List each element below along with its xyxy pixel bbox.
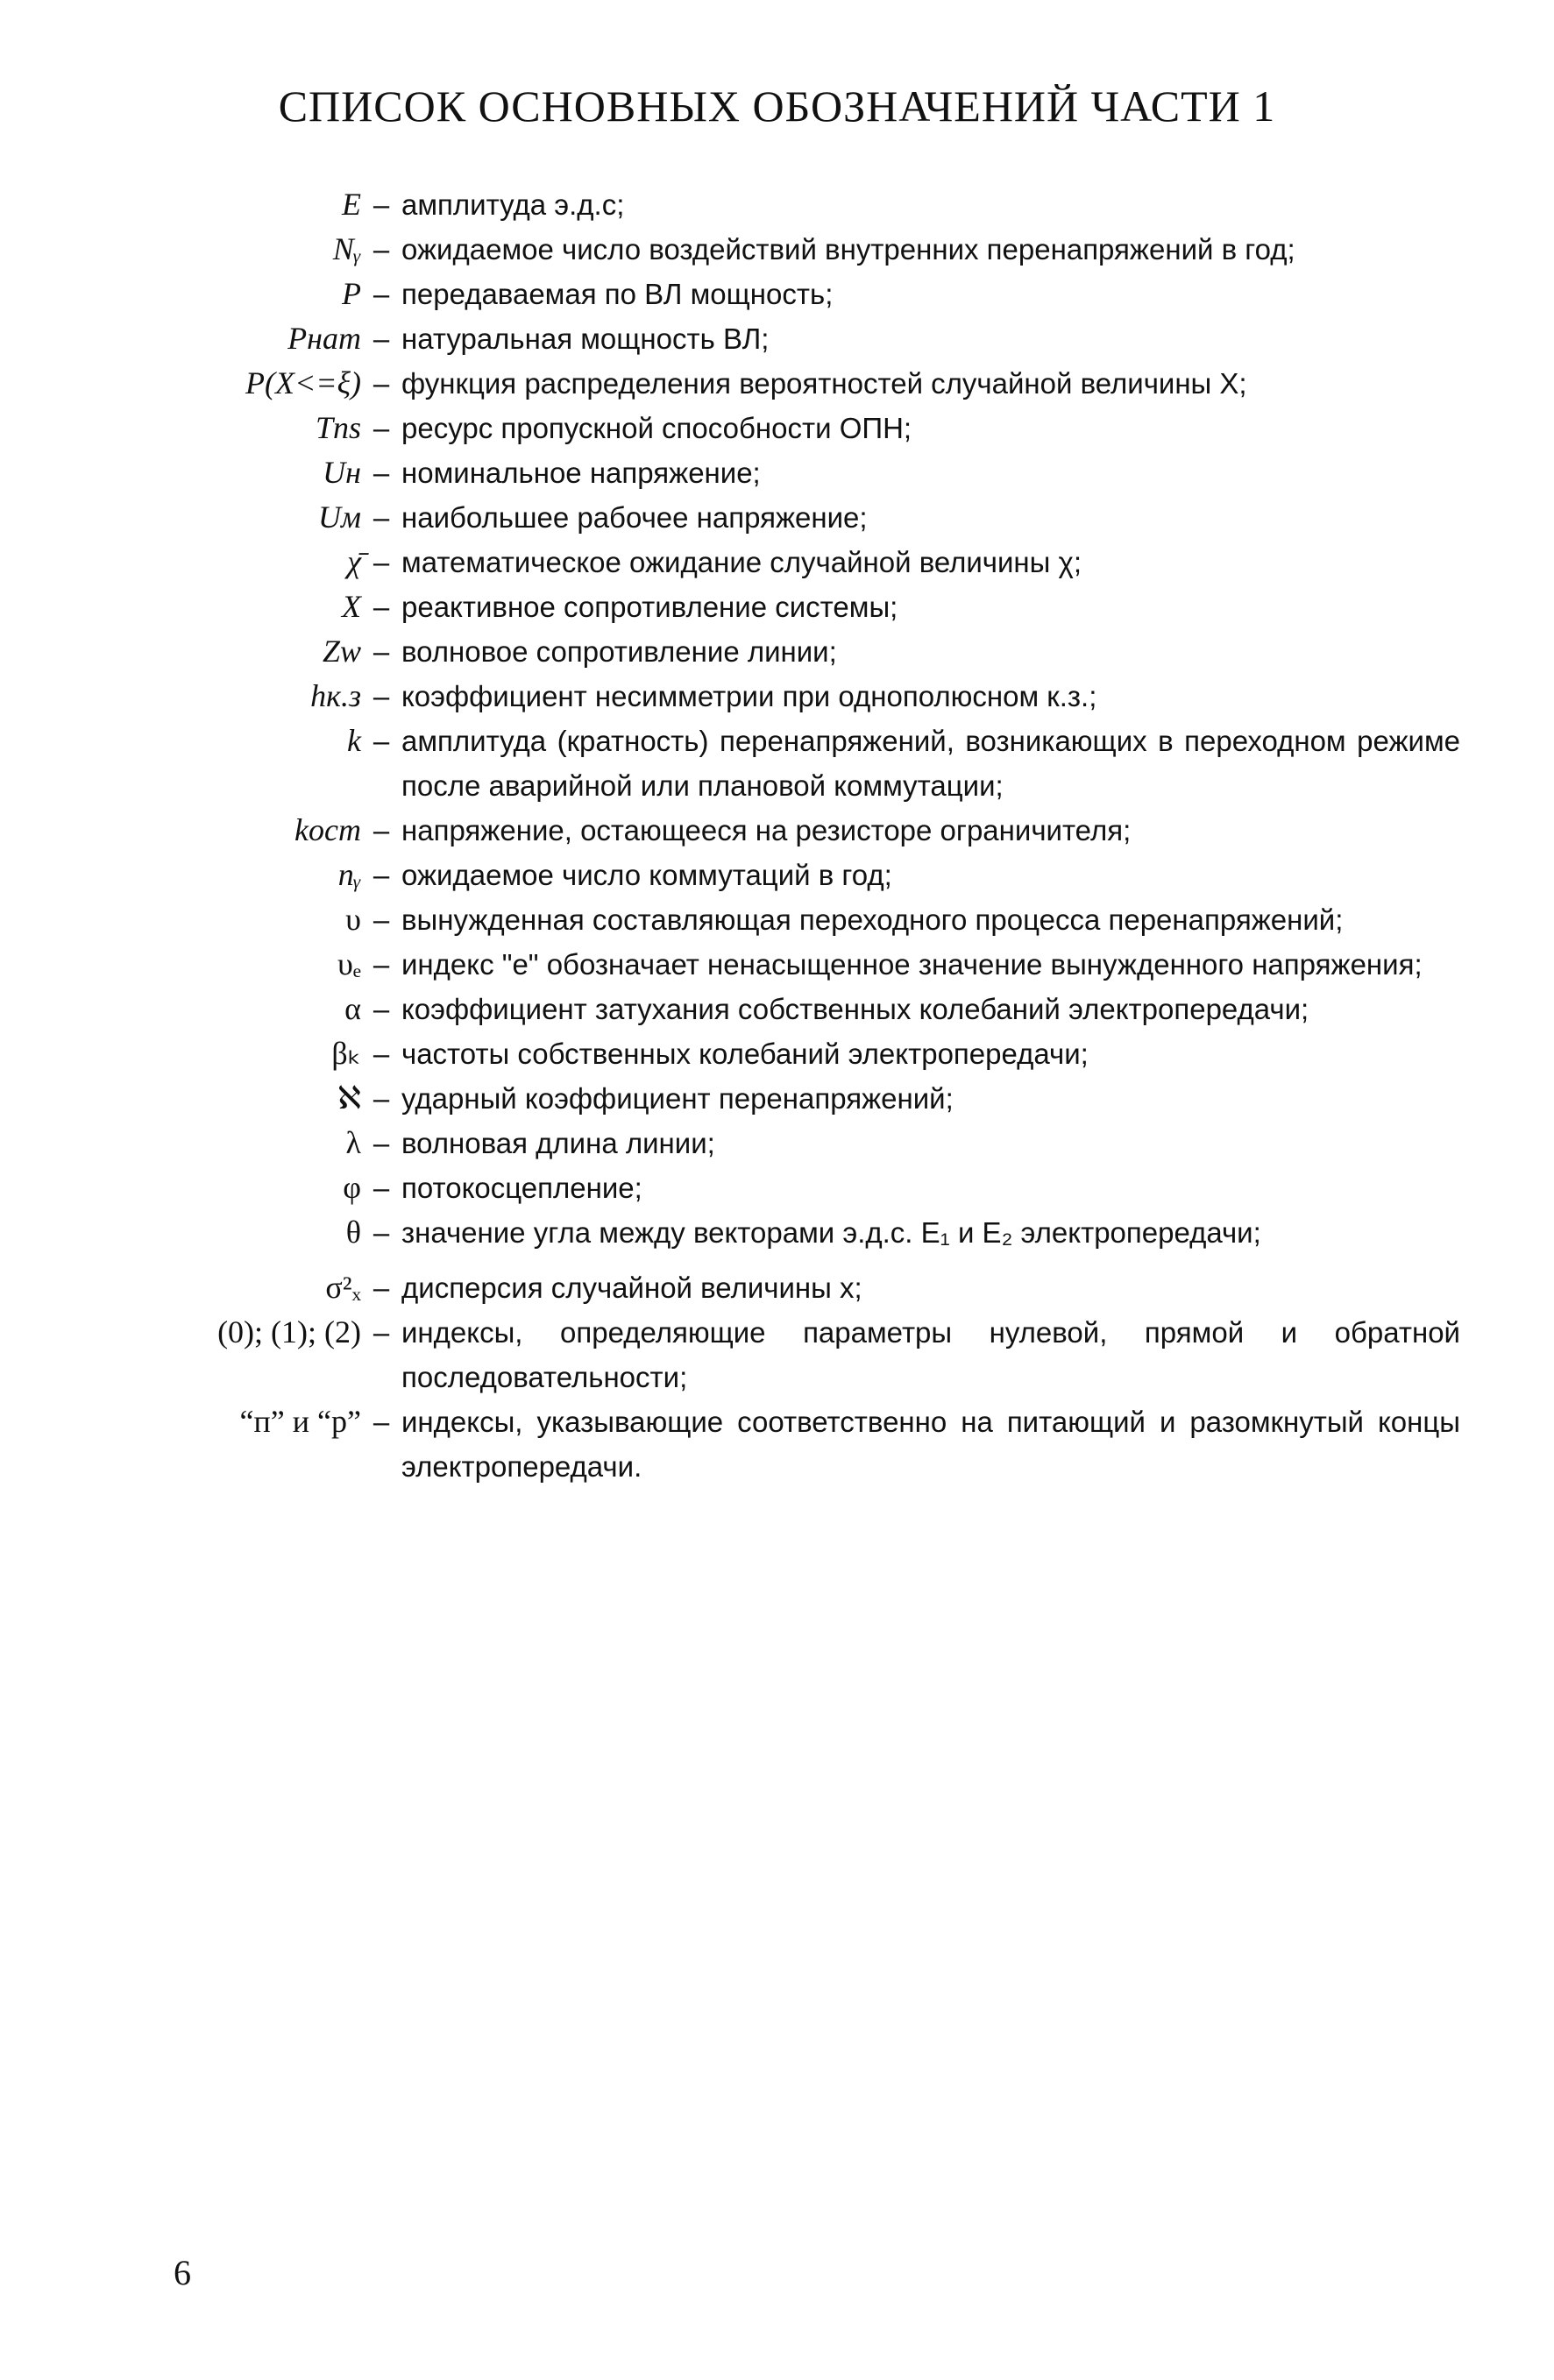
list-item: [0, 1399, 1554, 1489]
entry-description: значение угла между векторами э.д.с. E₁ и E₂ электропередачи;: [401, 1216, 1261, 1249]
entry-symbol: φ: [343, 1170, 361, 1205]
list-item: [0, 406, 1554, 450]
entry-dash: –: [373, 546, 390, 578]
entry-description: ударный коэффициент перенапряжений;: [401, 1082, 954, 1115]
entry-description: реактивное сопротивление системы;: [401, 591, 898, 623]
entry-dash: –: [373, 814, 390, 846]
entry-symbol: σ²ₓ: [325, 1270, 361, 1305]
entry-description: ресурс пропускной способности ОПН;: [401, 412, 912, 444]
entry-dash: –: [373, 1406, 390, 1438]
entry-description: функция распределения вероятностей случайной величины X;: [401, 367, 1247, 400]
list-item: [0, 540, 1554, 584]
entry-symbol: λ: [345, 1125, 361, 1160]
list-item: [0, 1210, 1554, 1255]
entry-dash: –: [373, 501, 390, 534]
entry-dash: –: [373, 1216, 390, 1249]
entry-symbol: υₑ: [337, 946, 361, 981]
entry-symbol: ℵ: [337, 1080, 361, 1116]
entry-description: волновая длина линии;: [401, 1127, 715, 1159]
entry-dash: –: [373, 1082, 390, 1115]
entry-description: натуральная мощность ВЛ;: [401, 322, 770, 355]
entry-dash: –: [373, 1038, 390, 1070]
entry-symbol: χ̄: [347, 544, 361, 579]
entry-symbol: Pнат: [287, 321, 361, 356]
list-item: [0, 942, 1554, 987]
entry-dash: –: [373, 457, 390, 489]
entry-description: индексы, указывающие соответственно на питающий и разомкнутый концы электропередачи.: [401, 1406, 1460, 1483]
entry-description: ожидаемое число коммутаций в год;: [401, 859, 892, 891]
list-item: [0, 1121, 1554, 1165]
entry-dash: –: [373, 412, 390, 444]
entry-description: вынужденная составляющая переходного процесса перенапряжений;: [401, 903, 1344, 936]
entry-description: потокосцепление;: [401, 1172, 642, 1204]
entry-symbol: k: [347, 723, 361, 758]
entry-dash: –: [373, 278, 390, 310]
entry-description: амплитуда э.д.с;: [401, 188, 625, 221]
entry-description: амплитуда (кратность) перенапряжений, возникающих в переходном режиме после аварийной или плановой коммутации;: [401, 725, 1460, 802]
list-item: [0, 1310, 1554, 1399]
list-item: [0, 584, 1554, 629]
list-item: [0, 495, 1554, 540]
entry-symbol: βₖ: [331, 1036, 361, 1071]
list-item: [0, 1076, 1554, 1121]
entry-dash: –: [373, 1271, 390, 1304]
entry-symbol: (0); (1); (2): [217, 1314, 361, 1349]
entry-description: волновое сопротивление линии;: [401, 635, 837, 668]
entry-symbol: Tns: [315, 410, 361, 445]
entry-dash: –: [373, 859, 390, 891]
entry-description: номинальное напряжение;: [401, 457, 761, 489]
entry-description: индекс "е" обозначает ненасыщенное значение вынужденного напряжения;: [401, 948, 1423, 981]
entry-dash: –: [373, 322, 390, 355]
list-item: [0, 987, 1554, 1031]
entry-dash: –: [373, 1316, 390, 1349]
list-item: [0, 316, 1554, 361]
entry-description: дисперсия случайной величины x;: [401, 1271, 862, 1304]
entry-symbol: hк.з: [310, 678, 361, 713]
entry-dash: –: [373, 725, 390, 757]
entry-dash: –: [373, 948, 390, 981]
list-item: [0, 897, 1554, 942]
entry-symbol: nᵧ: [337, 857, 361, 892]
page-number: 6: [174, 2253, 191, 2292]
entry-dash: –: [373, 188, 390, 221]
list-item: [0, 1031, 1554, 1076]
entry-description: коэффициент затухания собственных колебаний электропередачи;: [401, 993, 1309, 1025]
entry-symbol: Nᵧ: [332, 231, 361, 266]
list-item: [0, 361, 1554, 406]
list-item: [0, 674, 1554, 719]
list-item: [0, 719, 1554, 808]
entry-description: математическое ожидание случайной величины χ;: [401, 546, 1082, 578]
list-item: [0, 182, 1554, 227]
entry-description: ожидаемое число воздействий внутренних перенапряжений в год;: [401, 233, 1295, 266]
list-item: [0, 629, 1554, 674]
entry-dash: –: [373, 591, 390, 623]
entry-dash: –: [373, 903, 390, 936]
entry-description: напряжение, остающееся на резисторе ограничителя;: [401, 814, 1132, 846]
entry-symbol: E: [342, 187, 361, 222]
notation-list: [0, 182, 1554, 1489]
list-item: [0, 1165, 1554, 1210]
entry-description: индексы, определяющие параметры нулевой, прямой и обратной последовательности;: [401, 1316, 1460, 1393]
entry-symbol: α: [344, 991, 361, 1026]
page-title: СПИСОК ОСНОВНЫХ ОБОЗНАЧЕНИЙ ЧАСТИ 1: [278, 81, 1276, 131]
entry-dash: –: [373, 367, 390, 400]
entry-symbol: kост: [294, 812, 361, 847]
entry-description: коэффициент несимметрии при однополюсном к.з.;: [401, 680, 1097, 712]
list-item: [0, 808, 1554, 853]
entry-symbol: Uм: [318, 499, 361, 535]
entry-description: наибольшее рабочее напряжение;: [401, 501, 868, 534]
entry-description: частоты собственных колебаний электропередачи;: [401, 1038, 1089, 1070]
entry-description: передаваемая по ВЛ мощность;: [401, 278, 834, 310]
entry-symbol: “п” и “р”: [239, 1404, 361, 1439]
entry-symbol: X: [342, 589, 361, 624]
entry-symbol: θ: [345, 1215, 361, 1250]
entry-dash: –: [373, 233, 390, 266]
list-item: [0, 227, 1554, 272]
list-item: [0, 450, 1554, 495]
entry-symbol: υ: [345, 902, 361, 937]
list-item: [0, 853, 1554, 897]
entry-dash: –: [373, 1172, 390, 1204]
entry-symbol: Zw: [322, 634, 361, 669]
list-item: [0, 1265, 1554, 1310]
entry-symbol: Uн: [323, 455, 361, 490]
entry-dash: –: [373, 1127, 390, 1159]
entry-dash: –: [373, 635, 390, 668]
entry-symbol: P: [342, 276, 361, 311]
entry-dash: –: [373, 680, 390, 712]
list-item: [0, 272, 1554, 316]
entry-symbol: P(X<=ξ): [245, 365, 361, 400]
entry-dash: –: [373, 993, 390, 1025]
